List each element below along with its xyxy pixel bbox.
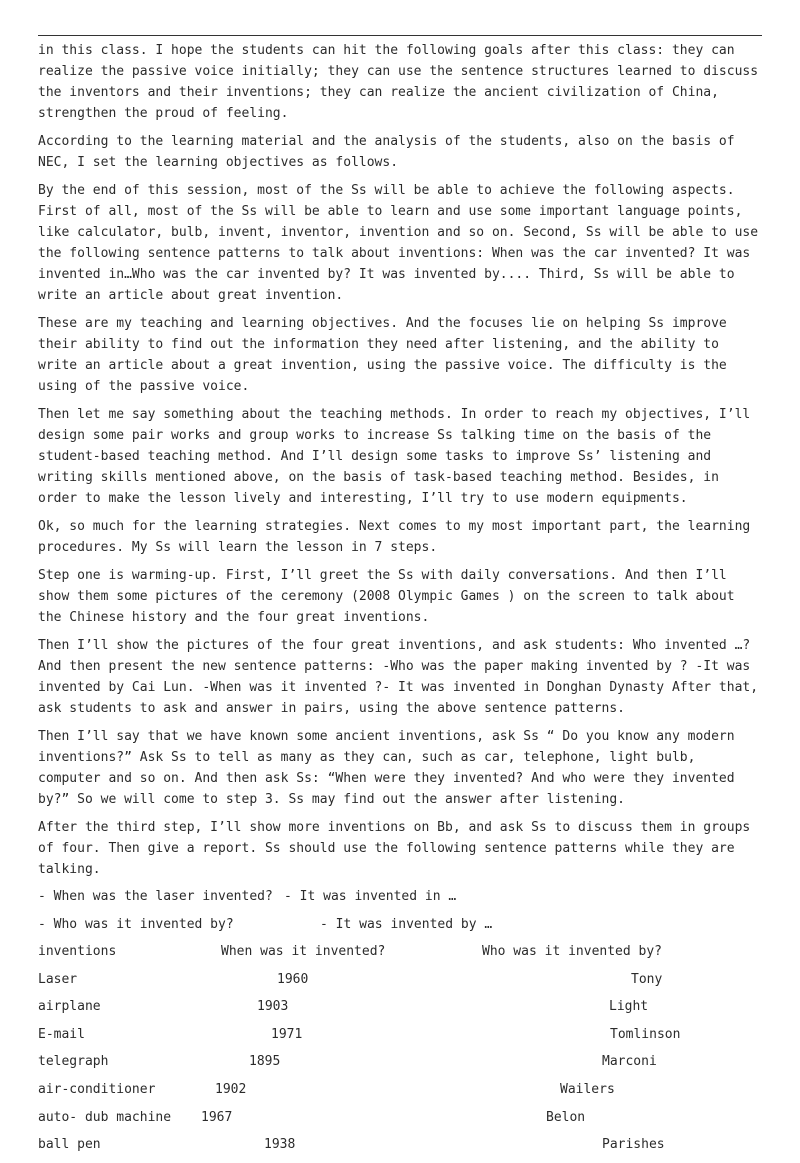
year-cell: 1895 — [249, 1054, 281, 1070]
inventor-cell: Marconi — [602, 1054, 657, 1070]
table-header-row — [38, 942, 764, 962]
invention-cell: Laser — [38, 971, 78, 987]
pattern-question: - Who was it invented by? — [38, 916, 234, 932]
column-header: Who was it invented by? — [482, 944, 663, 959]
paragraph: Then I’ll say that we have known some ancient inventions, ask Ss “ Do you know any modern inventions?” Ask Ss to tell as many as they can, such as car, telephone, light bulb, computer and so on. And then ask Ss: “When were they invented? And who were they invented by?” So we will come to step 3. Ss may find out the answer after listening. — [38, 729, 735, 807]
year-cell: 1967 — [201, 1109, 233, 1125]
inventor-cell: Light — [609, 999, 649, 1015]
invention-cell: E-mail — [38, 1026, 85, 1042]
invention-cell: airplane — [38, 999, 101, 1015]
paragraph: Ok, so much for the learning strategies. Next comes to my most important part, the learning procedures. My Ss will learn the lesson in 7 steps. — [38, 519, 751, 555]
column-header: When was it invented? — [221, 944, 386, 959]
year-cell: 1938 — [264, 1137, 296, 1153]
table-row — [38, 970, 764, 990]
invention-cell: telegraph — [38, 1054, 109, 1070]
paragraph: Step one is warming-up. First, I’ll greet the Ss with daily conversations. And then I’ll show them some pictures of the ceremony (2008 Olympic Games ) on the screen to talk about the Chinese history and the four great inventions. — [38, 568, 735, 625]
pattern-answer: - It was invented by … — [320, 916, 493, 932]
top-rule — [38, 35, 762, 36]
inventor-cell: Parishes — [602, 1137, 665, 1153]
inventor-cell: Tony — [631, 971, 663, 987]
table-row — [38, 1108, 764, 1128]
year-cell: 1960 — [277, 971, 309, 987]
invention-cell: ball pen — [38, 1137, 101, 1153]
table-row — [38, 1080, 764, 1100]
paragraph: By the end of this session, most of the Ss will be able to achieve the following aspects. First of all, most of the Ss will be able to learn and use some important language points, like calculator, bulb, invent, inventor, invention and so on. Second, Ss will be able to use the following sentence patterns to talk about inventions: When was the car invented? It was invented in…Who was the car invented by? It was invented by.... Third, Ss will be able to write an article about great invention. — [38, 183, 759, 303]
document-body — [38, 40, 764, 1163]
pattern-question: - When was the laser invented? — [38, 889, 273, 904]
paragraph: Then let me say something about the teaching methods. In order to reach my objectives, I’ll design some pair works and group works to increase Ss talking time on the basis of the student-based teaching method. And I’ll design some tasks to improve Ss’ listening and writing skills mentioned above, on the basis of task-based teaching method. Besides, in order to make the lesson lively and interesting, I’ll try to use modern equipments. — [38, 407, 751, 506]
invention-cell: auto- dub machine — [38, 1109, 172, 1125]
year-cell: 1971 — [271, 1026, 303, 1042]
table-row — [38, 1135, 764, 1155]
paragraph: According to the learning material and the analysis of the students, also on the basis of NEC, I set the learning objectives as follows. — [38, 134, 735, 170]
paragraph: in this class. I hope the students can hit the following goals after this class: they can realize the passive voice initially; they can use the sentence structures learned to discuss the inventors and their inventions; they can realize the ancient civilization of China, strengthen the proud of feeling. — [38, 43, 759, 121]
inventor-cell: Belon — [546, 1109, 586, 1125]
inventor-cell: Wailers — [560, 1081, 615, 1097]
pattern-answer: - It was invented in … — [284, 889, 457, 904]
table-row — [38, 997, 764, 1017]
invention-cell: air-conditioner — [38, 1081, 156, 1097]
sentence-pattern-line — [38, 887, 764, 907]
column-header: inventions — [38, 944, 117, 959]
paragraph: These are my teaching and learning objectives. And the focuses lie on helping Ss improve their ability to find out the information they need after listening, and the ability to write an article about a great invention, using the passive voice. The difficulty is the using of the passive voice. — [38, 316, 727, 394]
inventor-cell: Tomlinson — [610, 1026, 681, 1042]
table-row — [38, 1052, 764, 1072]
year-cell: 1902 — [215, 1081, 247, 1097]
sentence-pattern-line — [38, 915, 764, 935]
inventions-table — [38, 942, 764, 1155]
year-cell: 1903 — [257, 999, 289, 1015]
paragraph: Then I’ll show the pictures of the four great inventions, and ask students: Who invented …? And then present the new sentence patterns: -Who was the paper making invented by ? -It was invented by Cai Lun. -When was it invented ?- It was invented in Donghan Dynasty After that, ask students to ask and answer in pairs, using the above sentence patterns. — [38, 638, 759, 716]
paragraph: After the third step, I’ll show more inventions on Bb, and ask Ss to discuss them in groups of four. Then give a report. Ss should use the following sentence patterns while they are talking. — [38, 820, 751, 877]
table-row — [38, 1025, 764, 1045]
